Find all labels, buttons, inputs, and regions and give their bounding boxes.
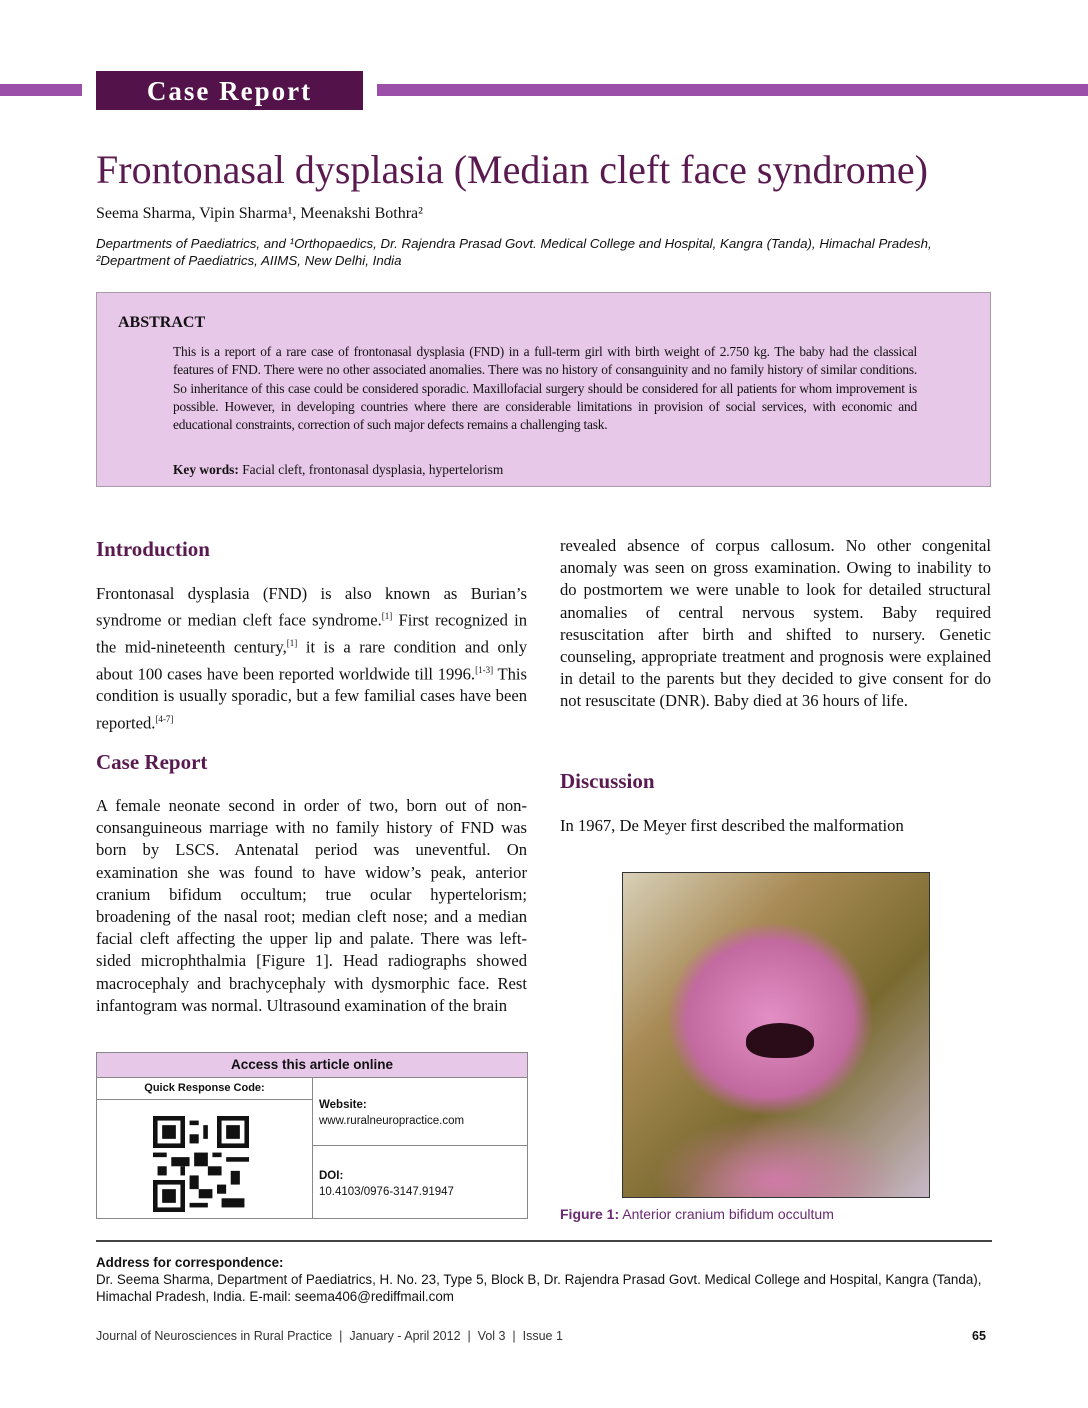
header-accent-bar-right bbox=[377, 84, 1088, 96]
page-number: 65 bbox=[972, 1329, 986, 1343]
case-report-heading: Case Report bbox=[96, 750, 208, 774]
article-title: Frontonasal dysplasia (Median cleft face syndrome) bbox=[96, 147, 928, 192]
abstract-box bbox=[96, 292, 991, 487]
website-cell bbox=[319, 1097, 464, 1129]
doi-value[interactable]: 10.4103/0976-3147.91947 bbox=[319, 1186, 454, 1198]
photo-detail bbox=[746, 1023, 814, 1058]
affiliations: Departments of Paediatrics, and ¹Orthopaedics, Dr. Rajendra Prasad Govt. Medical College and Hospital, Kangra (Tanda), Himachal Pradesh, ²Department of Paediatrics, AIIMS, New Delhi, India bbox=[96, 236, 932, 268]
abstract-text: This is a report of a rare case of frontonasal dysplasia (FND) in a full-term girl with birth weight of 2.750 kg. The baby had the classical features of FND. There were no other associated anomalies. There was no history of consanguinity and no family history of similar conditions. So inheritance of this case could be considered sporadic. Maxillofacial surgery should be considered for all patients for whom improvement is possible. However, in developing countries where there are considerable limitations in provision of social services, with economic and educational constraints, correction of such major defects remains a challenging task. bbox=[173, 344, 917, 433]
doi-cell bbox=[319, 1168, 454, 1200]
keywords bbox=[173, 462, 503, 478]
abstract-heading: ABSTRACT bbox=[118, 314, 206, 331]
correspondence-text: Dr. Seema Sharma, Department of Paediatrics, H. No. 23, Type 5, Block B, Dr. Rajendra Prasad Govt. Medical College and Hospital, Kangra (Tanda), Himachal Pradesh, India. E-mail: seema406@rediffmail.com bbox=[96, 1272, 982, 1304]
access-online-box bbox=[96, 1052, 528, 1219]
correspondence bbox=[96, 1254, 996, 1305]
website-label: Website: bbox=[319, 1099, 367, 1111]
case-report-continued: revealed absence of corpus callosum. No other congenital anomaly was seen on gross examination. Owing to inability to do postmortem we were unable to look for detailed structural anomalies of central nervous system. Baby required resuscitation after birth and shifted to nursery. Genetic counseling, appropriate treatment and prognosis were explained in detail to the parents but they decided to give consent for do not resuscitate (DNR). Baby died at 36 hours of life. bbox=[560, 536, 991, 711]
footer-journal: Journal of Neurosciences in Rural Practice | January - April 2012 | Vol 3 | Issue 1 bbox=[96, 1329, 563, 1343]
doi-label: DOI: bbox=[319, 1170, 344, 1182]
section-tag: Case Report bbox=[96, 71, 363, 110]
discussion-paragraph: In 1967, De Meyer first described the malformation bbox=[560, 816, 904, 835]
discussion-heading: Discussion bbox=[560, 769, 655, 793]
correspondence-label: Address for correspondence: bbox=[96, 1255, 284, 1270]
figure-caption: Figure 1: Anterior cranium bifidum occultum bbox=[560, 1206, 834, 1222]
keywords-label: Key words: bbox=[173, 462, 239, 477]
case-report-paragraph: A female neonate second in order of two, born out of non-consanguineous marriage with no family history of FND was born by LSCS. Antenatal period was uneventful. On examination she was found to have widow’s peak, anterior cranium bifidum occultum; true ocular hypertelorism; broadening of the nasal root; median cleft nose; and a median facial cleft affecting the upper lip and palate. There was left-sided microphthalmia [Figure 1]. Head radiographs showed macrocephaly and brachycephaly with dysmorphic face. Rest infantogram was normal. Ultrasound examination of the brain bbox=[96, 796, 527, 1015]
website-link[interactable]: www.ruralneuropractice.com bbox=[319, 1115, 465, 1127]
qr-section bbox=[97, 1077, 313, 1219]
intro-heading: Introduction bbox=[96, 537, 210, 561]
keywords-text: Facial cleft, frontonasal dysplasia, hypertelorism bbox=[238, 462, 504, 477]
qr-code-icon[interactable] bbox=[153, 1116, 249, 1212]
header-accent-bar-left bbox=[0, 84, 82, 96]
cell-divider bbox=[312, 1145, 528, 1146]
authors: Seema Sharma, Vipin Sharma¹, Meenakshi Bothra² bbox=[96, 205, 423, 222]
qr-label: Quick Response Code: bbox=[97, 1077, 312, 1100]
figure-1-photo bbox=[622, 872, 930, 1198]
intro-paragraph: Frontonasal dysplasia (FND) is also known as Burian’s syndrome or median cleft face syndrome.[1] First recognized in the mid-nineteenth century,[1] it is a rare condition and only about 100 cases have been reported worldwide till 1996.[1-3] This condition is usually sporadic, but a few familial cases have been reported.[4-7] bbox=[96, 584, 527, 733]
divider bbox=[96, 1240, 992, 1242]
access-heading: Access this article online bbox=[97, 1053, 527, 1078]
